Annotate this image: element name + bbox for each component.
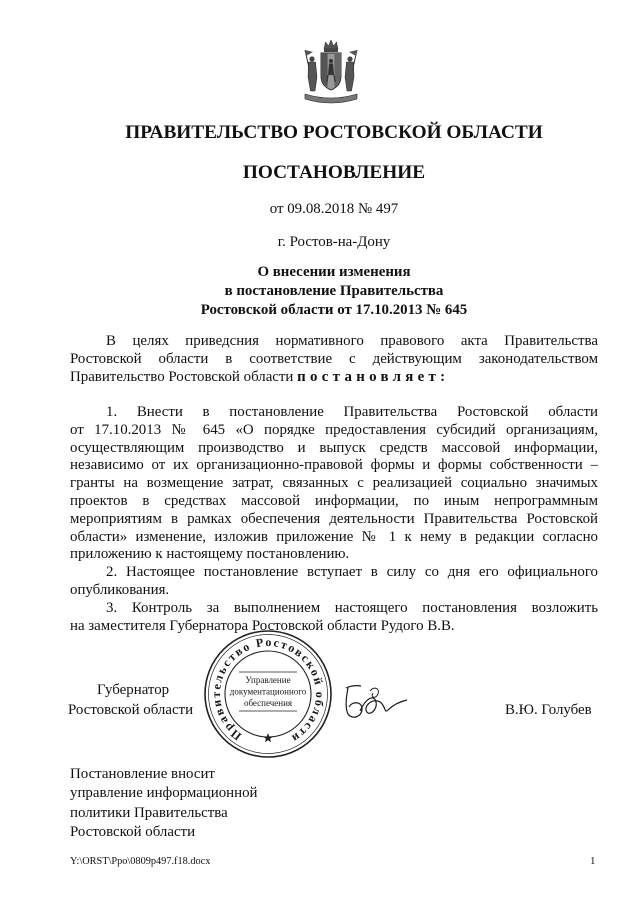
item-1-line: проектов в средствах массовой информации, по иным непрограммным	[70, 492, 598, 509]
item-1-line: осуществляющим производство и выпуск средств массовой информации,	[70, 439, 598, 456]
item-3-line: на заместителя Губернатора Ростовской области Рудого В.В.	[70, 617, 455, 634]
handwritten-signature-icon	[340, 680, 412, 726]
file-path: Y:\ORST\Ppo\0809p497.f18.docx	[70, 856, 211, 867]
item-1-line: гранты на возмещение затрат, связанных с реализацией социально значимых	[70, 475, 598, 492]
subject-line: в постановление Правительства	[224, 283, 444, 299]
subject-line: О внесении изменения	[257, 264, 411, 280]
item-1-line: мероприятиям в рамках обеспечения деятельности Правительства Ростовской	[70, 510, 598, 527]
item-1-line: 1. Внести в постановление Правительства Ростовской области	[106, 404, 598, 420]
item-2-line: 2. Настоящее постановление вступает в силу со дня его официального	[106, 564, 598, 581]
submitted-by-line: политики Правительства	[70, 804, 228, 821]
item-1-line: от 17.10.2013 № 645 «О порядке предоставления субсидий организациям,	[70, 421, 598, 438]
decree-items	[70, 404, 598, 635]
subject-line: Ростовской области от 17.10.2013 № 645	[200, 302, 468, 318]
preamble-last-line	[70, 369, 598, 387]
preamble-line: В целях приведсния нормативного правового акта Правительства	[106, 333, 598, 349]
item-1-line: независимо от их организационно-правовой формы и формы собственности –	[70, 457, 598, 474]
document-city: г. Ростов-на-Дону	[277, 234, 391, 250]
submitted-by-line: Ростовской области	[70, 823, 196, 840]
document-subject	[70, 263, 598, 320]
document-type: ПОСТАНОВЛЕНИЕ	[242, 162, 426, 183]
seal-center-line: документационного	[229, 686, 307, 697]
signatory-name: В.Ю. Голубев	[505, 702, 592, 718]
preamble-line: Ростовской области в соответствие с действующим законодательством	[70, 350, 598, 367]
organization-title: ПРАВИТЕЛЬСТВО РОСТОВСКОЙ ОБЛАСТИ	[125, 122, 543, 143]
page-number: 1	[590, 855, 596, 867]
signatory-region: Ростовской области	[68, 702, 194, 718]
decree-word: постановляет:	[297, 368, 450, 385]
submitted-by-line: управление информационной	[70, 785, 258, 802]
item-3-line: 3. Контроль за выполнением настоящего постановления возложить	[106, 599, 598, 616]
coat-of-arms-icon	[300, 38, 362, 108]
document-date-number: от 09.08.2018 № 497	[269, 201, 399, 217]
item-1-line: приложению к настоящему постановлению.	[70, 546, 350, 563]
seal-ring-text: Правительство Ростовской области	[208, 634, 328, 746]
item-1-line: области» изменение, изложив приложение № 1 к нему в редакции согласно	[70, 528, 598, 545]
signatory-position: Губернатор	[97, 682, 170, 698]
seal-center-line: Управление	[245, 675, 291, 685]
official-seal-stamp	[203, 627, 333, 761]
preamble-last-line-text: Правительство Ростовской области	[70, 368, 294, 385]
submitted-by-block	[70, 765, 258, 842]
seal-center-line: обеспечения	[243, 698, 293, 708]
item-2-line: опубликования.	[70, 581, 170, 598]
preamble-paragraph	[70, 333, 598, 386]
submitted-by-line: Постановление вносит	[70, 766, 215, 782]
